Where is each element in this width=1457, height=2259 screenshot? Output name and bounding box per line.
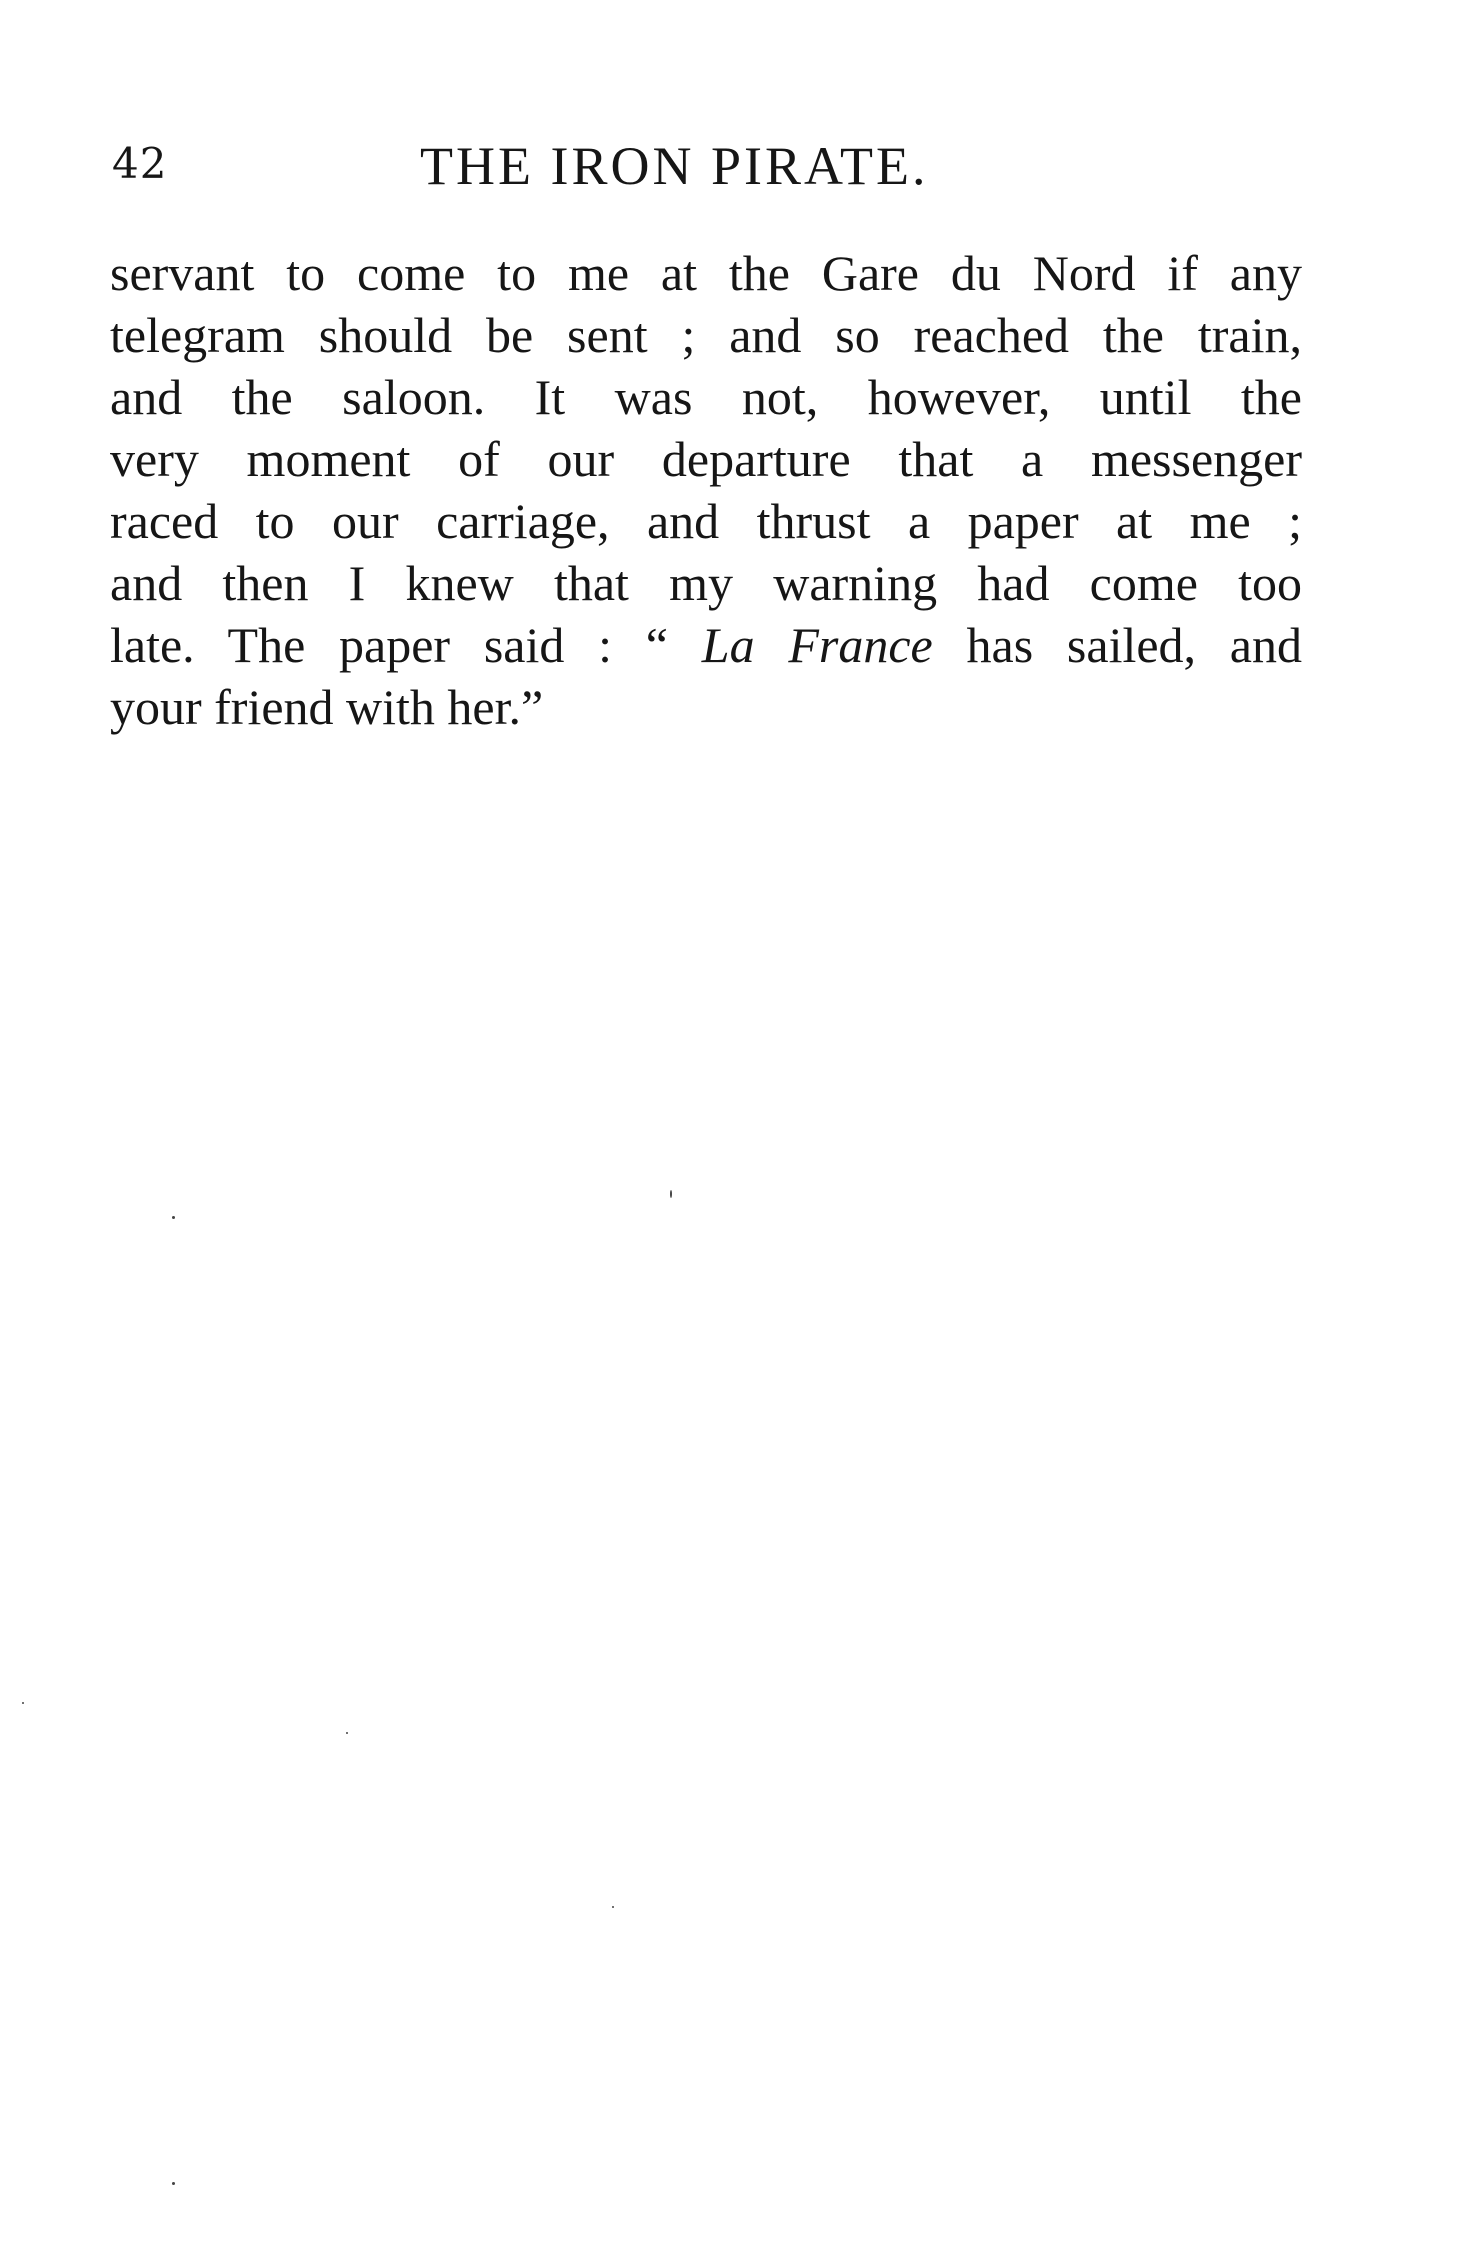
body-paragraph: [110, 242, 1302, 738]
text-line-7-end: has sailed, and: [932, 617, 1302, 673]
scan-speck: [22, 1702, 24, 1704]
scan-speck: [172, 2182, 175, 2185]
text-line-7: [110, 614, 1302, 676]
text-line-4: very moment of our departure that a messenger: [110, 431, 1302, 487]
ship-name-italic: La France: [701, 617, 933, 673]
scan-speck: [172, 1216, 175, 1219]
scan-speck: [346, 1732, 348, 1734]
text-line-8: your friend with her.”: [110, 679, 544, 735]
text-line-1: servant to come to me at the Gare du Nord if any: [110, 245, 1302, 301]
running-head: THE IRON PIRATE.: [420, 136, 929, 196]
scan-speck: [670, 1190, 672, 1198]
text-line-6: and then I knew that my warning had come too: [110, 555, 1302, 611]
page-number: 42: [112, 139, 168, 188]
text-line-3: and the saloon. It was not, however, until the: [110, 369, 1302, 425]
text-line-7-start: late. The paper said : “: [110, 617, 702, 673]
scan-speck: [612, 1906, 614, 1908]
text-line-2: telegram should be sent ; and so reached the train,: [110, 307, 1302, 363]
text-line-5: raced to our carriage, and thrust a paper at me ;: [110, 493, 1302, 549]
